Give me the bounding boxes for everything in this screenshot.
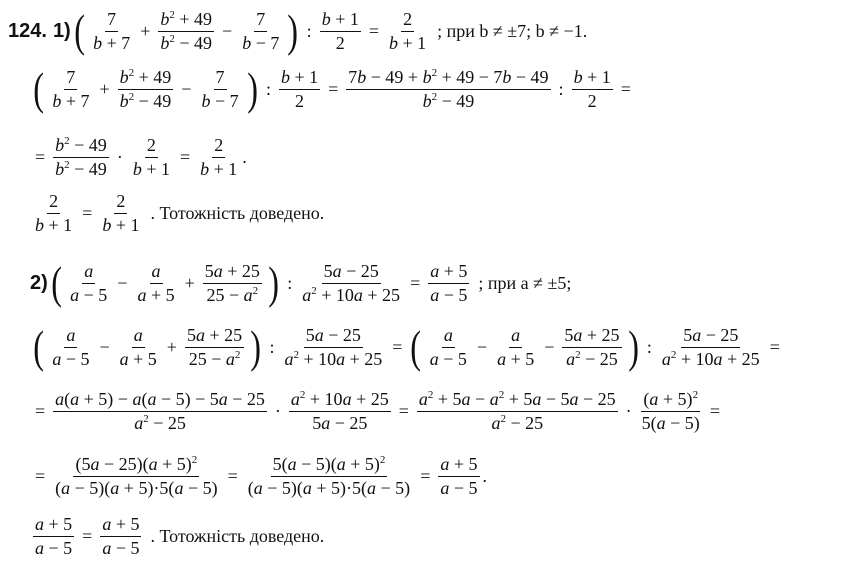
fraction: $\frac{a^2 + 10a + 25}{5a - 25}$ (290, 389, 389, 433)
fraction: $\frac{(5a - 25)(a + 5)^2}{(a - 5)(a + 5)\cdot 5(a - 5)}$ (55, 454, 218, 498)
fraction: $\frac{b^2 - 49}{b^2 - 49}$ (55, 135, 107, 179)
fraction: $\frac{b^2 + 49}{b^2 - 49}$ (119, 66, 172, 111)
fraction: $\frac{2}{b + 1}$ (200, 135, 238, 179)
fraction: $\frac{2}{b + 1}$ (35, 191, 73, 235)
part2-conclusion: . Тотожність доведено. (150, 525, 325, 546)
fraction: $\frac{b^2 + 49}{b^2 - 49}$ (160, 8, 213, 53)
part1-step1: ( $\frac{7}{b + 7}$ + $\frac{b^2 + 49}{b^2 - 49}$ − $\frac{7}{b - 7}$ ) : $\frac{b + 1}{2}$ = $\frac{7b - 49 + b^2 + 49 - 7b - 49}{b^2 - 49}$ : $\frac{b + 1}{2}$ = (33, 63, 631, 114)
paren-close: ) (268, 257, 279, 308)
fraction: $\frac{7b - 49 + b^2 + 49 - 7b - 49}{b^2 - 49}$ (348, 66, 549, 111)
part1-statement: 124. 1) ( $\frac{7}{b + 7}$ + $\frac{b^2 + 49}{b^2 - 49}$ − $\frac{7}{b - 7}$ ) : $\frac{b + 1}{2}$ = $\frac{2}{b + 1}$ ; при b ≠ ±7; b ≠ −1. (8, 5, 588, 56)
fraction: $\frac{a}{a - 5}$ (429, 324, 467, 369)
fraction: $\frac{a}{a + 5}$ (497, 324, 535, 369)
part2-step3: = $\frac{(5a - 25)(a + 5)^2}{(a - 5)(a + 5)\cdot 5(a - 5)}$ = $\frac{5(a - 5)(a + 5)^2}{(a - 5)(a + 5)\cdot 5(a - 5)}$ = $\frac{a + 5}{a - 5}$ . (35, 454, 487, 498)
paren-open: ( (33, 63, 45, 114)
fraction: $\frac{5a - 25}{a^2 + 10a + 25}$ (302, 260, 401, 305)
fraction: $\frac{7}{b - 7}$ (242, 8, 280, 53)
fraction: $\frac{5a + 25}{25 - a^2}$ (204, 260, 260, 305)
fraction: $\frac{b + 1}{2}$ (321, 8, 359, 53)
fraction: $\frac{2}{b + 1}$ (389, 8, 427, 53)
fraction: $\frac{a + 5}{a - 5}$ (430, 260, 468, 305)
fraction: $\frac{a}{a - 5}$ (52, 324, 90, 369)
part2-condition: ; при a ≠ ±5; (478, 272, 572, 293)
fraction: $\frac{2}{b + 1}$ (102, 191, 140, 235)
fraction: $\frac{a}{a - 5}$ (70, 260, 108, 305)
paren-close: ) (246, 63, 258, 114)
fraction: $\frac{a(a + 5) - a(a - 5) - 5a - 25}{a^2 - 25}$ (55, 389, 265, 433)
fraction: $\frac{(a + 5)^2}{5(a - 5)}$ (641, 389, 700, 433)
paren-open: ( (51, 257, 62, 308)
fraction: $\frac{5a - 25}{a^2 + 10a + 25}$ (284, 324, 383, 369)
part1-result: $\frac{2}{b + 1}$ = $\frac{2}{b + 1}$ . Тотожність доведено. (35, 191, 325, 235)
paren-close: ) (287, 5, 299, 56)
fraction: $\frac{a^2 + 5a - a^2 + 5a - 5a - 25}{a^2 - 25}$ (418, 389, 616, 433)
part2-label: 2) (30, 271, 48, 294)
fraction: $\frac{a}{a + 5}$ (137, 260, 175, 305)
fraction: $\frac{7}{b + 7}$ (93, 8, 131, 53)
paren-open: ( (33, 321, 45, 372)
part2-statement: 2) ( $\frac{a}{a - 5}$ − $\frac{a}{a + 5}$ + $\frac{5a + 25}{25 - a^2}$ ) : $\frac{5a - 25}{a^2 + 10a + 25}$ = $\frac{a + 5}{a - 5}$ ; при a ≠ ±5; (30, 257, 572, 308)
fraction: $\frac{a}{a + 5}$ (119, 324, 157, 369)
part1-conclusion: . Тотожність доведено. (150, 202, 325, 223)
fraction: $\frac{2}{b + 1}$ (132, 135, 170, 179)
fraction: $\frac{5a + 25}{25 - a^2}$ (186, 324, 243, 369)
fraction: $\frac{b + 1}{2}$ (280, 66, 319, 111)
fraction: $\frac{7}{b + 7}$ (52, 66, 90, 111)
paren-close: ) (250, 321, 262, 372)
fraction: $\frac{5a + 25}{a^2 - 25}$ (564, 324, 620, 369)
fraction: $\frac{a + 5}{a - 5}$ (35, 514, 73, 558)
problem-number: 124. (8, 19, 47, 42)
paren-open: ( (74, 5, 85, 56)
paren-open: ( (410, 321, 422, 372)
part2-result: $\frac{a + 5}{a - 5}$ = $\frac{a + 5}{a - 5}$ . Тотожність доведено. (35, 514, 325, 558)
part1-condition: ; при b ≠ ±7; b ≠ −1. (437, 20, 588, 41)
paren-close: ) (627, 321, 639, 372)
fraction: $\frac{a + 5}{a - 5}$ (102, 514, 140, 558)
fraction: $\frac{5a - 25}{a^2 + 10a + 25}$ (661, 324, 760, 369)
fraction: $\frac{5(a - 5)(a + 5)^2}{(a - 5)(a + 5)\cdot 5(a - 5)}$ (247, 454, 411, 498)
part2-step2: = $\frac{a(a + 5) - a(a - 5) - 5a - 25}{a^2 - 25}$ · $\frac{a^2 + 10a + 25}{5a - 25}$ = $\frac{a^2 + 5a - a^2 + 5a - 5a - 25}{a^2 - 25}$ · $\frac{(a + 5)^2}{5(a - 5)}$ = (35, 389, 720, 433)
part1-label: 1) (52, 19, 71, 42)
part1-step2: = $\frac{b^2 - 49}{b^2 - 49}$ · $\frac{2}{b + 1}$ = $\frac{2}{b + 1}$ . (35, 135, 247, 179)
part2-step1: ( $\frac{a}{a - 5}$ − $\frac{a}{a + 5}$ + $\frac{5a + 25}{25 - a^2}$ ) : $\frac{5a - 25}{a^2 + 10a + 25}$ = ( $\frac{a}{a - 5}$ − $\frac{a}{a + 5}$ − $\frac{5a + 25}{a^2 - 25}$ ) : $\frac{5a - 25}{a^2 + 10a + 25}$ = (33, 321, 780, 372)
fraction: $\frac{7}{b - 7}$ (201, 66, 239, 111)
fraction: $\frac{a + 5}{a - 5}$ (440, 454, 478, 498)
fraction: $\frac{b + 1}{2}$ (573, 66, 611, 111)
